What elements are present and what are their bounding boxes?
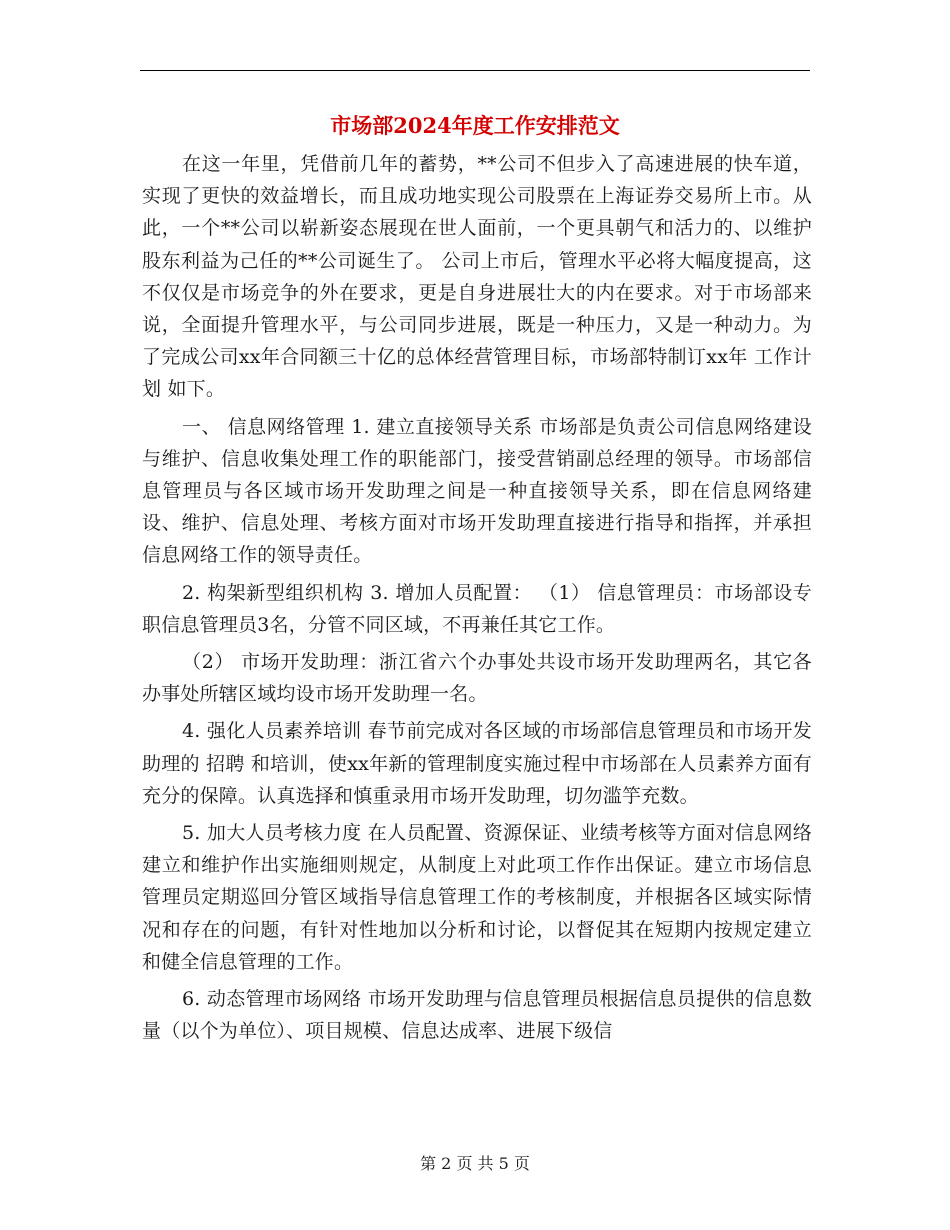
- paragraph-item-4: 4. 强化人员素养培训 春节前完成对各区域的市场部信息管理员和市场开发助理的 招聘 和培训，使xx年新的管理制度实施过程中市场部在人员素养方面有充分的保障。认真选择和慎重录用市场开发助理，切勿滥竽充数。: [142, 720, 812, 807]
- document-title: 市场部2024年度工作安排范文: [330, 113, 620, 138]
- paragraph-item-5: 5. 加大人员考核力度 在人员配置、资源保证、业绩考核等方面对信息网络建立和维护作出实施细则规定，从制度上对此项工作作出保证。建立市场信息管理员定期巡回分管区域指导信息管理工作的考核制度，并根据各区域实际情况和存在的问题，有针对性地加以分析和讨论，以督促其在短期内按规定建立和健全信息管理的工作。: [142, 822, 812, 973]
- document-body: [142, 148, 812, 1052]
- paragraph-section-1: 一、 信息网络管理 1. 建立直接领导关系 市场部是负责公司信息网络建设与维护、信息收集处理工作的职能部门，接受营销副总经理的领导。市场部信息管理员与各区域市场开发助理之间是一种直接领导关系，即在信息网络建设、维护、信息处理、考核方面对市场开发助理直接进行指导和指挥，并承担信息网络工作的领导责任。: [142, 415, 812, 567]
- paragraph-intro: 在这一年里，凭借前几年的蓄势，**公司不但步入了高速进展的快车道，实现了更快的效益增长，而且成功地实现公司股票在上海证券交易所上市。从此，一个**公司以崭新姿态展现在世人面前，一个更具朝气和活力的、以维护股东利益为己任的**公司诞生了。 公司上市后，管理水平必将大幅度提高，这不仅仅是市场竞争的外在要求，更是自身进展壮大的内在要求。对于市场部来说，全面提升管理水平，与公司同步进展，既是一种压力，又是一种动力。为了完成公司xx年合同额三十亿的总体经营管理目标，市场部特制订xx年 工作计划 如下。: [142, 153, 812, 401]
- paragraph-item-6: 6. 动态管理市场网络 市场开发助理与信息管理员根据信息员提供的信息数量（以个为单位）、项目规模、信息达成率、进展下级信: [142, 988, 812, 1043]
- paragraph-sub-2: （2） 市场开发助理：浙江省六个办事处共设市场开发助理两名，其它各办事处所辖区域均设市场开发助理一名。: [142, 651, 812, 706]
- header-rule: [140, 70, 810, 71]
- page-number-footer: 第 2 页 共 5 页: [420, 1154, 530, 1173]
- paragraph-item-2-3: 2. 构架新型组织机构 3. 增加人员配置： （1） 信息管理员：市场部设专职信息管理员3名，分管不同区域，不再兼任其它工作。: [142, 581, 812, 636]
